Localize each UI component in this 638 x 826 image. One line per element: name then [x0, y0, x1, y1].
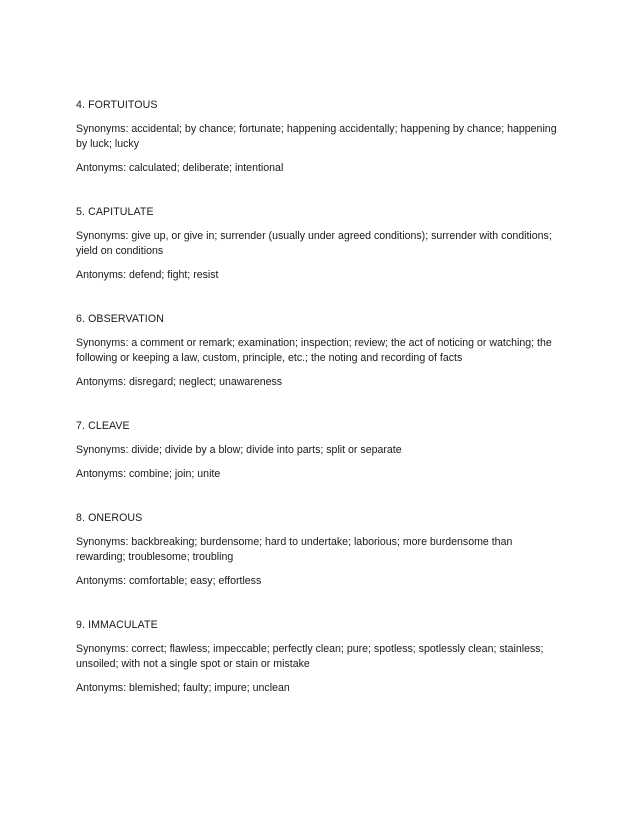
entry-heading: 8. ONEROUS	[76, 512, 143, 524]
entry-antonyms: Antonyms: comfortable; easy; effortless	[76, 575, 262, 587]
entry-antonyms: Antonyms: disregard; neglect; unawareness	[76, 376, 283, 388]
entry-synonyms: Synonyms: give up, or give in; surrender (usually under agreed conditions); surrender with conditions; yield on conditions	[76, 230, 552, 257]
vocab-entry-observation	[76, 312, 564, 390]
entry-antonyms: Antonyms: blemished; faulty; impure; unclean	[76, 682, 290, 694]
vocab-entry-cleave	[76, 419, 564, 482]
entry-antonyms: Antonyms: combine; join; unite	[76, 468, 221, 480]
entry-synonyms: Synonyms: a comment or remark; examination; inspection; review; the act of noticing or watching; the following or keeping a law, custom, principle, etc.; the noting and recording of facts	[76, 337, 552, 364]
vocab-entry-fortuitous	[76, 98, 564, 176]
vocabulary-list	[76, 98, 564, 696]
entry-synonyms: Synonyms: divide; divide by a blow; divide into parts; split or separate	[76, 444, 402, 456]
entry-heading: 7. CLEAVE	[76, 420, 130, 432]
entry-antonyms: Antonyms: defend; fight; resist	[76, 269, 219, 281]
vocab-entry-onerous	[76, 511, 564, 589]
entry-synonyms: Synonyms: correct; flawless; impeccable; perfectly clean; pure; spotless; spotlessly clean; stainless; unsoiled; with not a single spot or stain or mistake	[76, 643, 544, 670]
entry-synonyms: Synonyms: accidental; by chance; fortunate; happening accidentally; happening by chance; happening by luck; lucky	[76, 123, 557, 150]
vocab-entry-capitulate	[76, 205, 564, 283]
entry-antonyms: Antonyms: calculated; deliberate; intentional	[76, 162, 284, 174]
entry-synonyms: Synonyms: backbreaking; burdensome; hard to undertake; laborious; more burdensome than rewarding; troublesome; troubling	[76, 536, 513, 563]
entry-heading: 5. CAPITULATE	[76, 206, 154, 218]
entry-heading: 9. IMMACULATE	[76, 619, 158, 631]
entry-heading: 4. FORTUITOUS	[76, 99, 158, 111]
vocab-entry-immaculate	[76, 618, 564, 696]
entry-heading: 6. OBSERVATION	[76, 313, 164, 325]
